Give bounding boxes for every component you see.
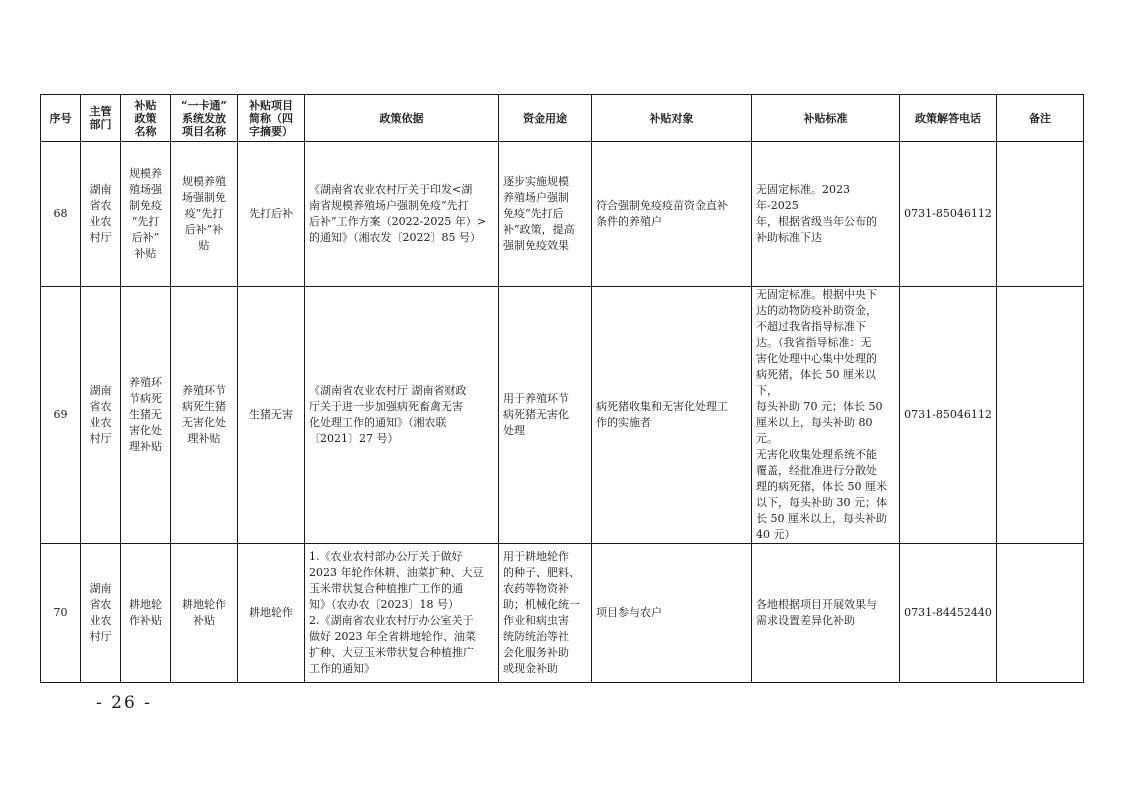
row-phone: 0731-84452440: [900, 544, 997, 683]
row-policy-name: 养殖环 节病死 生猪无 害化处 理补贴: [121, 287, 171, 544]
header-row: [41, 95, 1084, 142]
table-row: [41, 287, 1084, 544]
header-seq: 序号: [41, 95, 81, 142]
header-phone: 政策解答电话: [900, 95, 997, 142]
header-policy-basis: 政策依据: [305, 95, 499, 142]
header-policy-name: 补贴 政策 名称: [121, 95, 171, 142]
row-subsidy-target: 病死猪收集和无害化处理工 作的实施者: [592, 287, 752, 544]
header-fund-use: 资金用途: [499, 95, 592, 142]
row-abbreviation: 先打后补: [238, 142, 305, 287]
row-system-item: 规模养殖 场强制免 疫“先打 后补”补 贴: [171, 142, 238, 287]
row-subsidy-target: 符合强制免疫疫苗资金直补 条件的养殖户: [592, 142, 752, 287]
row-policy-name: 规模养 殖场强 制免疫 “先打 后补” 补贴: [121, 142, 171, 287]
row-department: 湖南 省农 业农 村厅: [81, 287, 121, 544]
row-system-item: 耕地轮作 补贴: [171, 544, 238, 683]
row-seq: 70: [41, 544, 81, 683]
row-system-item: 养殖环节 病死生猪 无害化处 理补贴: [171, 287, 238, 544]
page-number: - 26 -: [96, 693, 152, 713]
row-subsidy-standard: 无固定标准。根据中央下 达的动物防疫补助资金， 不超过我省指导标准下 达。（我省指导标准：无 害化处理中心集中处理的 病死猪，体长 50 厘米以下， 每头补助 70 元；体长 50 厘米以上，每头补助 80 元。 无害化收集处理系统不能 覆盖，经批准进行分散处 理的病死猪，体长 50 厘米 以下，每头补助 30 元；体 长 50 厘米以上，每头补助 40 元）: [752, 287, 900, 544]
subsidy-policy-table: [40, 94, 1084, 683]
row-phone: 0731-85046112: [900, 142, 997, 287]
header-abbreviation: 补贴项目 简称（四 字摘要）: [238, 95, 305, 142]
row-seq: 68: [41, 142, 81, 287]
row-remark: [997, 544, 1084, 683]
row-department: 湖南 省农 业农 村厅: [81, 142, 121, 287]
header-department: 主管 部门: [81, 95, 121, 142]
row-fund-use: 逐步实施规模 养殖场户强制 免疫“先打后 补”政策，提高 强制免疫效果: [499, 142, 592, 287]
row-policy-basis: 1.《农业农村部办公厅关于做好 2023 年轮作休耕、油菜扩种、大豆 玉米带状复合种植推广工作的通 知》（农办农〔2023〕18 号） 2.《湖南省农业农村厅办公室关于 做好 2023 年全省耕地轮作、油菜 扩种、大豆玉米带状复合种植推广 工作的通知》: [305, 544, 499, 683]
table-row: [41, 544, 1084, 683]
table-row: [41, 142, 1084, 287]
row-fund-use: 用于耕地轮作 的种子、肥料、 农药等物资补 助；机械化统一 作业和病虫害 统防统治等社 会化服务补助 或现金补助: [499, 544, 592, 683]
header-subsidy-standard: 补贴标准: [752, 95, 900, 142]
row-subsidy-target: 项目参与农户: [592, 544, 752, 683]
row-subsidy-standard: 各地根据项目开展效果与 需求设置差异化补助: [752, 544, 900, 683]
row-seq: 69: [41, 287, 81, 544]
row-phone: 0731-85046112: [900, 287, 997, 544]
row-fund-use: 用于养殖环节 病死猪无害化 处理: [499, 287, 592, 544]
row-policy-basis: 《湖南省农业农村厅关于印发<湖 南省规模养殖场户强制免疫“先打 后补”工作方案（2022-2025 年）> 的通知》（湘农发〔2022〕85 号）: [305, 142, 499, 287]
row-remark: [997, 142, 1084, 287]
header-system-item: “一卡通” 系统发放 项目名称: [171, 95, 238, 142]
row-abbreviation: 耕地轮作: [238, 544, 305, 683]
row-abbreviation: 生猪无害: [238, 287, 305, 544]
row-policy-basis: 《湖南省农业农村厅 湖南省财政 厅关于进一步加强病死畜禽无害 化处理工作的通知》（湘农联 〔2021〕27 号）: [305, 287, 499, 544]
header-subsidy-target: 补贴对象: [592, 95, 752, 142]
row-policy-name: 耕地轮 作补贴: [121, 544, 171, 683]
row-subsidy-standard: 无固定标准。2023 年-2025 年，根据省级当年公布的 补助标准下达: [752, 142, 900, 287]
row-department: 湖南 省农 业农 村厅: [81, 544, 121, 683]
header-remark: 备注: [997, 95, 1084, 142]
row-remark: [997, 287, 1084, 544]
